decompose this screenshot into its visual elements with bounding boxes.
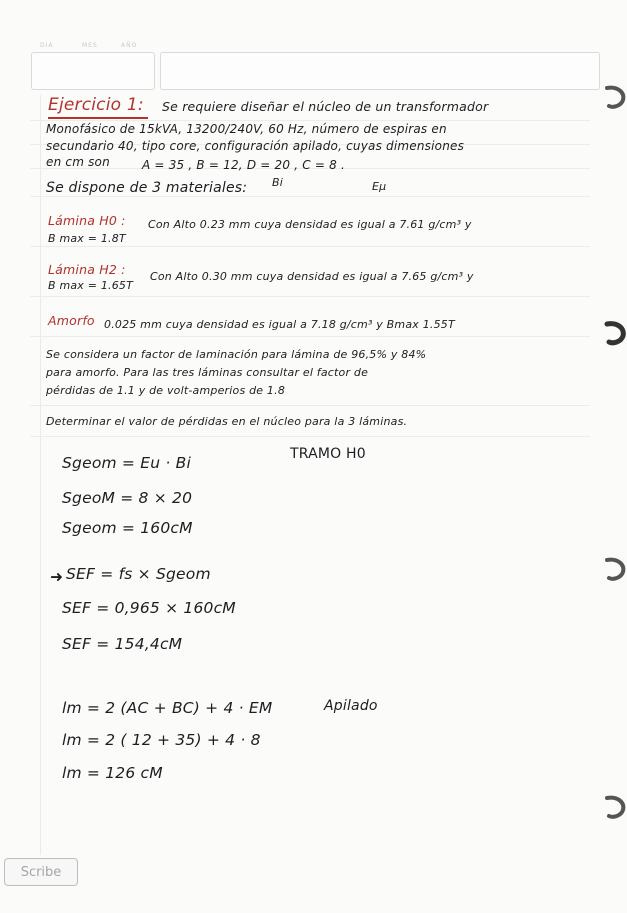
margin-line bbox=[40, 95, 41, 855]
equation-7-note: Apilado bbox=[324, 698, 378, 714]
equation-1: Sgeom = Eu · Bi bbox=[62, 454, 191, 472]
equation-4: SEF = fs × Sgeom bbox=[66, 565, 211, 583]
material-1-desc: Con Alto 0.23 mm cuya densidad es igual a 7.61 g/cm³ y bbox=[148, 218, 472, 231]
material-2-bmax: B max = 1.65T bbox=[48, 279, 134, 292]
equation-9: lm = 126 cM bbox=[62, 764, 163, 782]
statement-line-3: secundario 40, tipo core, configuración apilado, cuyas dimensiones bbox=[46, 139, 465, 153]
material-1-name: Lámina H0 : bbox=[48, 213, 126, 228]
equation-5: SEF = 0,965 × 160cM bbox=[62, 599, 236, 617]
scribe-brand-logo: Scribe bbox=[4, 858, 78, 886]
dimension-eu: Eµ bbox=[372, 180, 387, 193]
material-2-desc: Con Alto 0.30 mm cuya densidad es igual a 7.65 g/cm³ y bbox=[150, 270, 474, 283]
ruling bbox=[30, 336, 590, 337]
dimension-bi: Bi bbox=[272, 176, 284, 189]
title-underline bbox=[48, 117, 148, 119]
header-year-tag: AÑO bbox=[121, 42, 138, 49]
equation-6: SEF = 154,4cM bbox=[62, 635, 183, 653]
ruling bbox=[30, 120, 590, 121]
spiral-ring-icon bbox=[603, 556, 627, 582]
statement-line-1: Se requiere diseñar el núcleo de un transformador bbox=[162, 99, 489, 114]
ruling bbox=[30, 246, 590, 247]
ruling bbox=[30, 405, 590, 406]
equation-2: SgeoM = 8 × 20 bbox=[62, 489, 193, 507]
equation-7: lm = 2 (AC + BC) + 4 · EM bbox=[62, 699, 273, 717]
equation-3: Sgeom = 160cM bbox=[62, 519, 193, 537]
materials-intro: Se dispone de 3 materiales: bbox=[46, 180, 248, 196]
ruling bbox=[30, 196, 590, 197]
spiral-ring-icon bbox=[603, 84, 627, 110]
equation-8: lm = 2 ( 12 + 35) + 4 · 8 bbox=[62, 731, 261, 749]
header-month-tag: MES bbox=[82, 42, 98, 49]
paragraph-line-2: para amorfo. Para las tres láminas consultar el factor de bbox=[46, 366, 369, 379]
spiral-ring-icon bbox=[603, 320, 627, 346]
statement-line-4a: en cm son bbox=[46, 155, 110, 169]
material-2-name: Lámina H2 : bbox=[48, 262, 126, 277]
paragraph-line-4: Determinar el valor de pérdidas en el núcleo para la 3 láminas. bbox=[46, 415, 408, 428]
header-day-tag: DIA bbox=[40, 42, 54, 49]
ruling bbox=[30, 436, 590, 437]
paragraph-line-1: Se considera un factor de laminación para lámina de 96,5% y 84% bbox=[46, 348, 427, 361]
material-3-desc: 0.025 mm cuya densidad es igual a 7.18 g/cm³ y Bmax 1.55T bbox=[104, 318, 455, 331]
header-date-box bbox=[31, 52, 155, 90]
exercise-title: Ejercicio 1: bbox=[48, 95, 144, 115]
arrow-equation-4: ➜ bbox=[50, 568, 64, 586]
section-heading: TRAMO H0 bbox=[290, 446, 366, 462]
dimensions-values: A = 35 , B = 12, D = 20 , C = 8 . bbox=[142, 158, 345, 172]
material-3-name: Amorfo bbox=[48, 313, 95, 328]
ruling bbox=[30, 296, 590, 297]
material-1-bmax: B max = 1.8T bbox=[48, 232, 126, 245]
spiral-ring-icon bbox=[603, 794, 627, 820]
statement-line-2: Monofásico de 15kVA, 13200/240V, 60 Hz, número de espiras en bbox=[46, 122, 447, 136]
paragraph-line-3: pérdidas de 1.1 y de volt-amperios de 1.8 bbox=[46, 384, 286, 397]
header-title-box bbox=[160, 52, 600, 90]
